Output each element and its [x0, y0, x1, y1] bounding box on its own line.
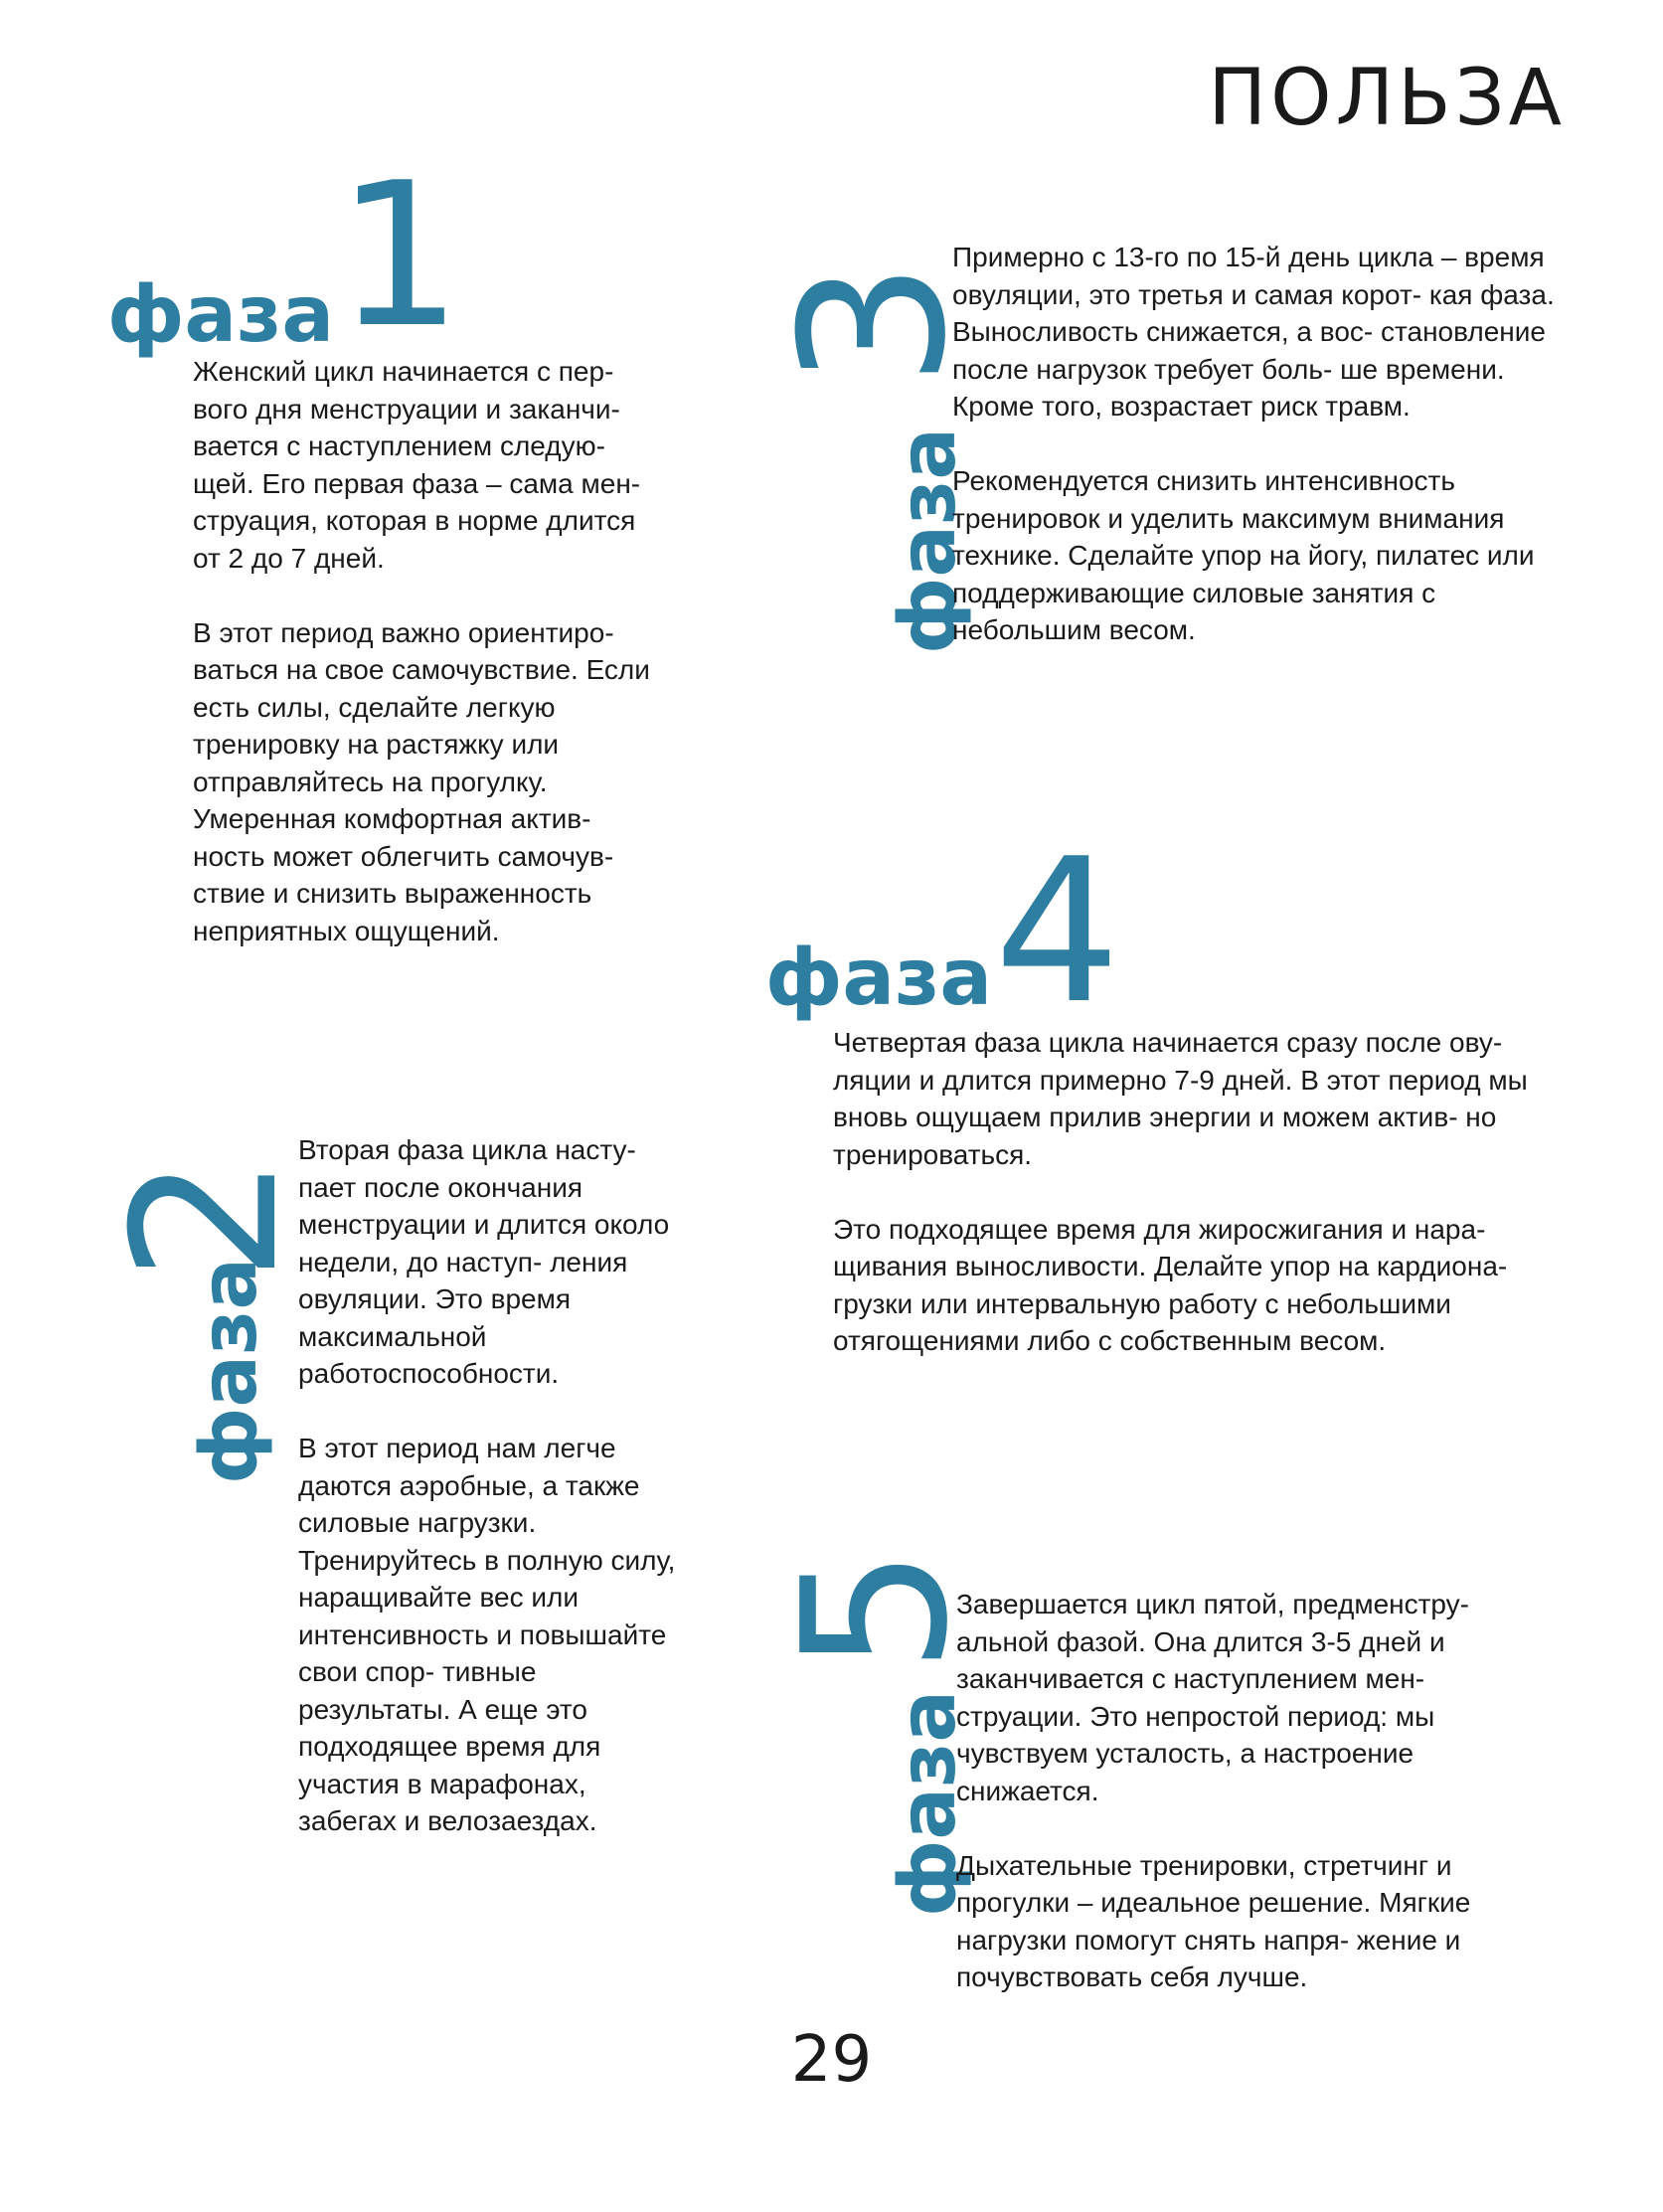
phase-1-number: 1: [336, 140, 463, 372]
phase-3-paragraph: Рекомендуется снизить интенсивность тренировок и уделить максимум внимания технике. Сделайте упор на йогу, пилатес или поддерживающие силовые занятия с небольшим весом.: [952, 465, 1535, 645]
phase-5-text: [956, 1586, 1513, 1996]
phase-3-text: [952, 239, 1569, 649]
phase-5-word: фаза: [884, 1690, 973, 1917]
phase-4-word: фаза: [765, 934, 992, 1023]
phase-5-number: 5: [760, 1547, 992, 1674]
phase-2-text: [298, 1131, 676, 1840]
phase-4-paragraph: Это подходящее время для жиросжигания и нара- щивания выносливости. Делайте упор на кардиона- грузки или интервальную работу с небольшими отягощениями либо с собственным весом.: [833, 1213, 1508, 1356]
page-number: 29: [790, 2023, 873, 2097]
phase-3-word: фаза: [884, 427, 973, 654]
phase-1-paragraph: Женский цикл начинается с пер- вого дня менструации и заканчи- вается с наступлением следую- щей. Его первая фаза – сама мен- струация, которая в норме длится от 2 до 7 дней.: [193, 356, 641, 574]
phase-4-number: 4: [994, 816, 1121, 1048]
page-title: ПОЛЬЗА: [1208, 54, 1566, 143]
phase-4-text: [833, 1024, 1569, 1360]
phase-3-paragraph: Примерно с 13-го по 15-й день цикла – время овуляции, это третья и самая корот- кая фаза. Выносливость снижается, а вос- становление после нагрузок требует боль- ше времени. Кроме того, возрастает риск травм.: [952, 242, 1555, 422]
phase-2-paragraph: Вторая фаза цикла насту- пает после окончания менструации и длится около недели, до наступ- ления овуляции. Это время максимальной работоспособности.: [298, 1134, 670, 1389]
phase-1-paragraph: В этот период важно ориентиро- ваться на свое самочувствие. Если есть силы, сделайте легкую тренировку на растяжку или отправляйтесь на прогулку. Умеренная комфортная актив- ность может облегчить самочув- ствие и снизить выраженность неприятных ощущений.: [193, 616, 650, 946]
phase-2-number: 2: [90, 1155, 322, 1282]
phase-1-text: [193, 353, 660, 949]
phase-5-paragraph: Дыхательные тренировки, стретчинг и прогулки – идеальное решение. Мягкие нагрузки помогут снять напря- жение и почувствовать себя лучше.: [956, 1849, 1471, 1992]
phase-4-paragraph: Четвертая фаза цикла начинается сразу после ову- ляции и длится примерно 7-9 дней. В этот период мы вновь ощущаем прилив энергии и можем актив- но тренироваться.: [833, 1027, 1528, 1170]
phase-1-word: фаза: [107, 270, 334, 360]
phase-3-number: 3: [758, 260, 990, 388]
phase-5-paragraph: Завершается цикл пятой, предменстру- альной фазой. Она длится 3-5 дней и заканчивается с наступлением мен- струации. Это непростой период: мы чувствуем усталость, а настроение снижается.: [956, 1589, 1470, 1806]
phase-2-paragraph: В этот период нам легче даются аэробные, а также силовые нагрузки. Тренируйтесь в полную силу, наращивайте вес или интенсивность и повышайте свои спор- тивные результаты. А еще это подходящее время для участия в марафонах, забегах и велозаездах.: [298, 1433, 676, 1836]
phase-2-word: фаза: [185, 1258, 274, 1484]
